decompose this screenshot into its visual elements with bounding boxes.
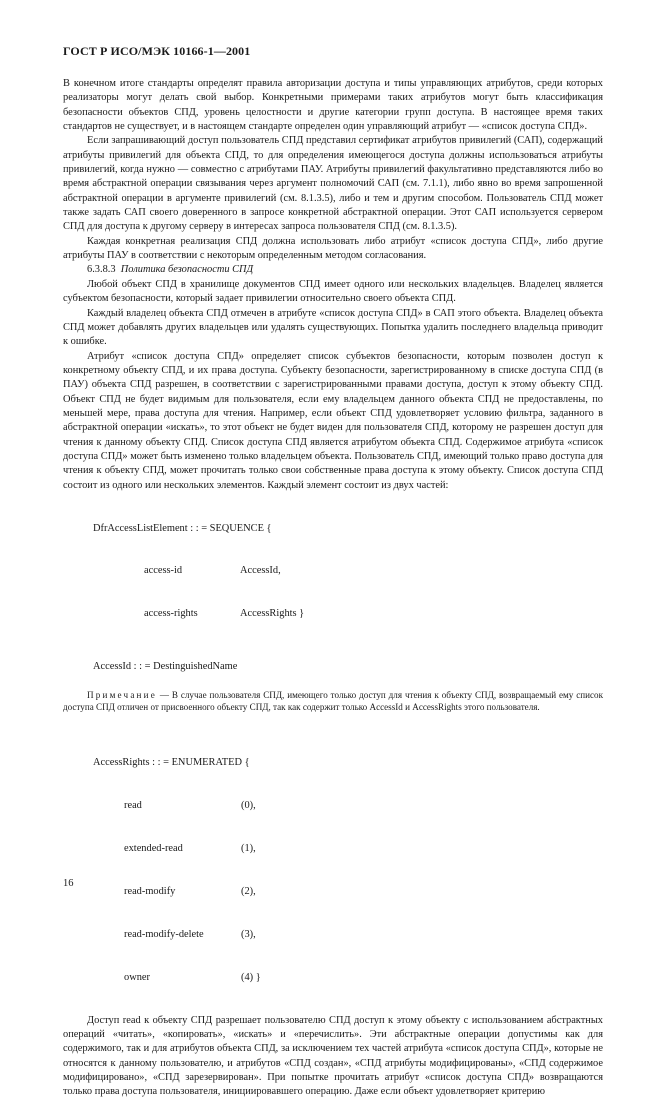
code-block-access-list-element: [63, 493, 603, 650]
code-key: access-rights: [144, 608, 198, 620]
code-value: (0),: [241, 800, 256, 812]
paragraph-7: Доступ read к объекту СПД разрешает пользователю СПД доступ к этому объекту с использованием абстрактных операций «читать», «копировать», «искать» и «перечислить». Эти абстрактные операции допустимы как для содержимого, так и для атрибутов объекта СПД, за исключением тех частей атрибута «список доступа СПД», которые не относятся к данному пользователю, и атрибутов «СПД создан», «СПД атрибуты модифицированы», «СПД содержимое модифицировано», «СПД зарезервирован». При попытке прочитать атрибут «список доступа СПД» возвращаются только права доступа пользователя, инициировавшего операцию. Даже если объект удовлетворяет критерию: [63, 1014, 603, 1098]
code-value: (4) }: [241, 971, 261, 983]
note-text: — В случае пользователя СПД, имеющего только доступ для чтения к объекту СПД, возвращаемый ему список доступа СПД отличен от присвоенного объекту СПД, так как содержит только AccessId и AccessRights этого пользователя.: [63, 689, 603, 713]
note: [63, 689, 603, 714]
note-label: Примечание: [87, 689, 157, 700]
paragraph-6: Атрибут «список доступа СПД» определяет список субъектов безопасности, которым позволен доступ к конкретному объекту СПД, и их права доступа. Субъекту безопасности, зарегистрированному в списке доступа СПД (в ПАУ) объекта СПД разрешен, в соответствии с зарегистрированными правами доступа, доступ к этому объекту СПД. Объект СПД не будет видимым для пользователя, если ему владельцем данного объекта СПД не предоставлены, по меньшей мере, права доступа для чтения. Например, если объект СПД удовлетворяет условию фильтра, заданного в абстрактной операции «искать», то этот объект не будет виден для пользователя СПД, которому не разрешен доступ для чтения к данному объекту СПД. Список доступа СПД является атрибутом объекта СПД. Содержимое атрибута «список доступа СПД» может быть изменено только владельцем объекта. Пользователь СПД, имеющий только право доступа для чтения к объекту СПД, может прочитать только свои собственные права доступа к этому объекту. Список доступа СПД состоит из одного или нескольких элементов. Каждый элемент состоит из двух частей:: [63, 350, 603, 491]
paragraph-1: В конечном итоге стандарты определят правила авторизации доступа и типы управляющих атрибутов, среди которых реализаторы могут делать свой выбор. Конкретными примерами таких атрибутов могут быть классификация безопасности объектов СПД, уровень целостности и другие категории групп доступа. В настоящее время таких стандартов не существует, и в настоящем стандарте определен один управляющий атрибут — «список доступа СПД».: [63, 78, 603, 133]
paragraph-5: Каждый владелец объекта СПД отмечен в атрибуте «список доступа СПД» в САП этого объекта. Владелец объекта СПД может добавлять других владельцев или удалять существующих. Попытка удалить последнего владельца приводит к ошибке.: [63, 307, 603, 348]
code-line: AccessRights : : = ENUMERATED {: [93, 757, 250, 769]
page-header: ГОСТ Р ИСО/МЭК 10166-1—2001: [63, 44, 251, 58]
code-line-access-id: AccessId : : = DestinguishedName: [93, 661, 238, 673]
code-value: (1),: [241, 843, 256, 855]
code-line: [93, 971, 603, 985]
section-heading: [63, 263, 603, 277]
paragraph-2: Если запрашивающий доступ пользователь СПД представил сертификат атрибутов привилегий (САП), содержащий атрибуты привилегий для объекта СПД, то для определения имеющегося доступа должны использоваться атрибуты привилегий, когда нужно — совместно с атрибутами ПАУ. Атрибуты привилегий факультативно представляются либо во время абстрактной операции связывания через аргумент полномочий САП (см. 7.1.1), либо явно во время запрошенной абстрактной операции в аргументе привилегий (см. 8.1.3.5), либо и тем и другим способом. Пользователь СПД может также задать САП своего доверенного в запросе конкретной абстрактной операции. Этот САП используется сервером СПД для доступа к другому серверу в интересах запроса пользователя СПД (см. 8.1.3.5).: [63, 135, 603, 233]
code-key: access-id: [144, 565, 183, 577]
paragraph-4: Любой объект СПД в хранилище документов СПД имеет одного или нескольких владельцев. Владелец является субъектом безопасности, который задает привилегии относительно своего объекта СПД.: [63, 278, 603, 305]
code-line: [93, 928, 603, 942]
code-line: [93, 799, 603, 813]
code-key: read-modify-delete: [124, 928, 204, 940]
code-key: owner: [124, 971, 150, 983]
page-number: 16: [63, 878, 74, 889]
document-body: [63, 77, 603, 1100]
code-line: [93, 842, 603, 856]
code-key: read: [124, 800, 142, 812]
code-block-access-rights: [63, 728, 603, 1014]
section-number: 6.3.8.3: [87, 264, 116, 276]
code-value: AccessRights }: [240, 608, 305, 620]
code-value: AccessId,: [240, 565, 281, 577]
code-key: read-modify: [124, 885, 176, 897]
code-value: (2),: [241, 885, 256, 897]
paragraph-3: Каждая конкретная реализация СПД должна использовать либо атрибут «список доступа СПД», либо другие атрибуты ПАУ в соответствии с некоторым определенным методом согласования.: [63, 235, 603, 262]
code-value: (3),: [241, 928, 256, 940]
section-title: Политика безопасности СПД: [120, 264, 254, 276]
code-key: extended-read: [124, 843, 183, 855]
code-line: DfrAccessListElement : : = SEQUENCE {: [93, 522, 272, 534]
code-line: [93, 564, 603, 578]
code-line: [93, 607, 603, 621]
code-line: [93, 885, 603, 899]
